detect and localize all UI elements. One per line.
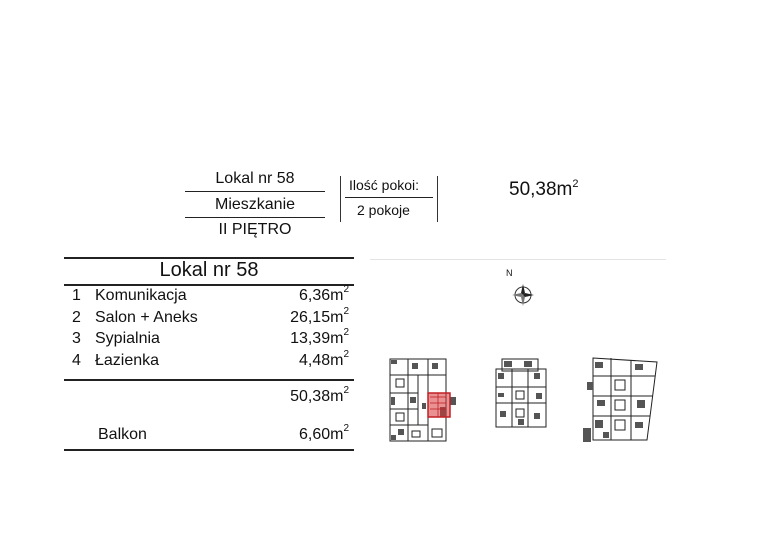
total-area — [509, 179, 579, 201]
plan-top-border — [370, 259, 666, 260]
room-name: Salon + Aneks — [95, 309, 198, 326]
area-value: 13,39m — [290, 330, 344, 347]
unit-number: Lokal nr 58 — [215, 170, 295, 187]
compass-icon — [508, 280, 538, 310]
area-value: 26,15m — [290, 309, 344, 326]
row-number: 4 — [72, 352, 81, 369]
divider — [185, 191, 325, 192]
table-sum-row — [64, 385, 354, 410]
divider — [345, 197, 433, 198]
unit-sup: 2 — [572, 178, 579, 190]
room-area — [290, 327, 349, 348]
table-row — [64, 349, 354, 374]
room-area — [290, 306, 349, 327]
table-row-balcony — [64, 423, 354, 448]
row-number: 3 — [72, 330, 81, 347]
room-name: Sypialnia — [95, 330, 160, 347]
divider — [185, 217, 325, 218]
rooms-label: Ilość pokoi: — [349, 177, 420, 193]
table-row — [64, 327, 354, 352]
total-area-value: 50,38m — [509, 179, 573, 200]
unit-sup: 2 — [343, 327, 349, 338]
balcony-area — [298, 423, 349, 444]
unit-sup: 2 — [343, 385, 349, 396]
building-plan-center — [494, 357, 550, 431]
table-title: Lokal nr 58 — [159, 259, 259, 281]
unit-type: Mieszkanie — [214, 196, 296, 213]
unit-sup: 2 — [343, 306, 349, 317]
room-name: Łazienka — [95, 352, 160, 369]
sum-value: 50,38m — [290, 388, 344, 405]
row-number: 2 — [72, 309, 81, 326]
row-number: 1 — [72, 287, 81, 304]
floor-label: II PIĘTRO — [218, 221, 292, 238]
area-value: 6,36m — [298, 287, 344, 304]
building-plan-left — [388, 357, 458, 449]
divider — [340, 176, 341, 222]
balcony-label: Balkon — [98, 426, 147, 443]
unit-sup: 2 — [343, 349, 349, 360]
table-row — [64, 306, 354, 331]
balcony-value: 6,60m — [298, 426, 344, 443]
area-value: 4,48m — [298, 352, 344, 369]
table-row — [64, 284, 354, 309]
compass-label: N — [506, 268, 513, 278]
sum-area — [290, 385, 349, 406]
table-bottom-border — [64, 449, 354, 451]
building-plan-right — [583, 356, 663, 446]
divider — [437, 176, 438, 222]
room-area — [298, 349, 349, 370]
unit-sup: 2 — [343, 284, 349, 295]
room-area — [298, 284, 349, 305]
unit-sup: 2 — [343, 423, 349, 434]
rooms-value: 2 pokoje — [357, 202, 410, 218]
table-header-border — [64, 284, 354, 286]
table-sum-border — [64, 379, 354, 381]
room-name: Komunikacja — [95, 287, 187, 304]
